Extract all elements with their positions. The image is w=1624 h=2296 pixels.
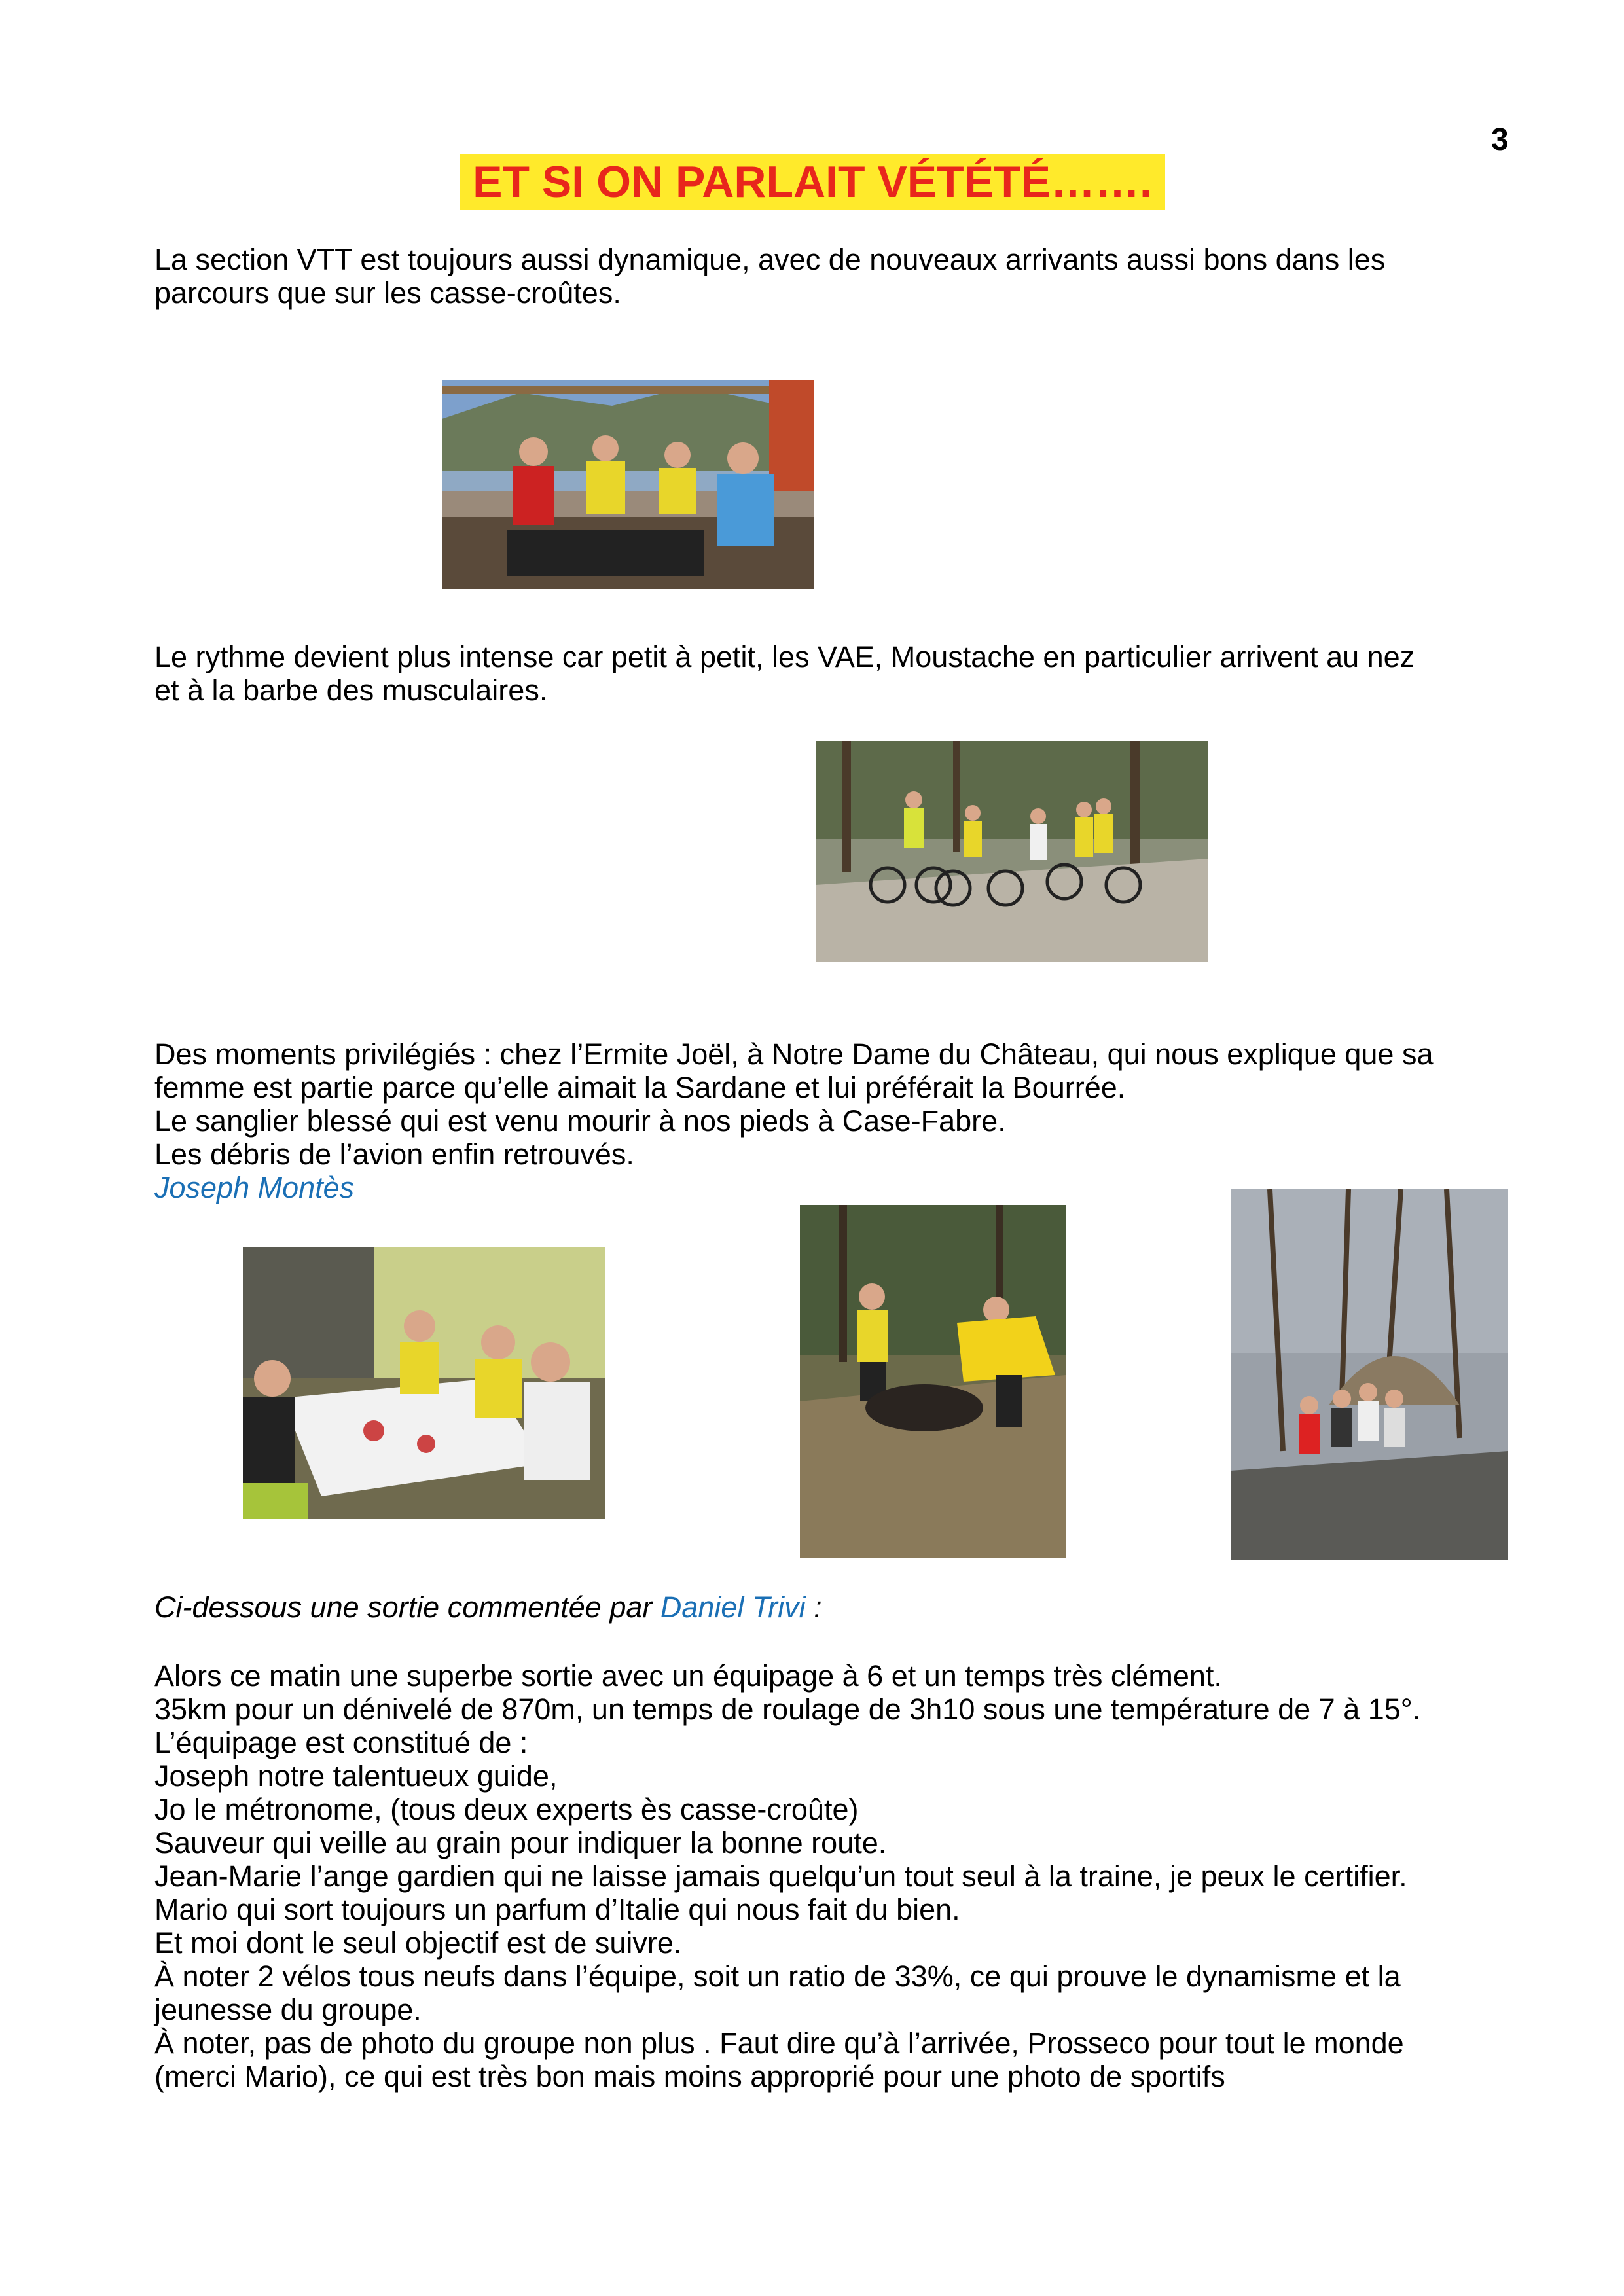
author-daniel-trivi[interactable]: Daniel Trivi bbox=[660, 1590, 806, 1624]
caption-line bbox=[154, 1590, 1542, 1624]
photo-meal-table bbox=[243, 1247, 605, 1519]
story-paragraph: Alors ce matin une superbe sortie avec un équipage à 6 et un temps très clément. 35km pour un dénivelé de 870m, un temps de roulage de 3h10 sous une température de 7 à 15°. L’équipage est constitué de : Joseph notre talentueux guide, Jo le métronome, (tous deux experts ès casse-croûte) Sauveur qui veille au grain pour indiquer la bonne route. Jean-Marie l’ange gardien qui ne laisse jamais quelqu’un tout seul à la traine, je peux le certifier. Mario qui sort toujours un parfum d’Italie qui nous fait du bien. Et moi dont le seul objectif est de suivre. À noter 2 vélos tous neufs dans l’équipe, soit un ratio de 33%, ce qui prouve le dynamisme et la jeunesse du groupe. À noter, pas de photo du groupe non plus . Faut dire qu’à l’arrivée, Prosseco pour tout le monde (merci Mario), ce qui est très bon mais moins approprié pour une photo de sportifs bbox=[154, 1659, 1421, 2093]
moments-paragraph: Des moments privilégiés : chez l’Ermite Joël, à Notre Dame du Château, qui nous explique que sa femme est partie parce qu’elle aimait la Sardane et lui préférait la Bourrée. Le sanglier blessé qui est venu mourir à nos pieds à Case-Fabre. Les débris de l’avion enfin retrouvés. bbox=[154, 1037, 1434, 1171]
page-title: ET SI ON PARLAIT VÉTÉTÉ……. bbox=[460, 154, 1165, 210]
caption-suffix: : bbox=[805, 1590, 822, 1624]
photo-wild-boar bbox=[800, 1205, 1066, 1558]
page-number: 3 bbox=[1491, 122, 1509, 157]
intro-paragraph: La section VTT est toujours aussi dynamique, avec de nouveaux arrivants aussi bons dans les parcours que sur les casse-croûtes. bbox=[154, 243, 1386, 310]
rythme-paragraph: Le rythme devient plus intense car petit à petit, les VAE, Moustache en particulier arrivent au nez et à la barbe des musculaires. bbox=[154, 640, 1415, 707]
photo-cyclists-terrace bbox=[442, 380, 814, 589]
caption-prefix: Ci-dessous une sortie commentée par bbox=[154, 1590, 660, 1624]
photo-group-bikes bbox=[816, 741, 1208, 962]
author-joseph-montes[interactable]: Joseph Montès bbox=[154, 1171, 355, 1204]
photo-plane-debris bbox=[1231, 1189, 1508, 1560]
